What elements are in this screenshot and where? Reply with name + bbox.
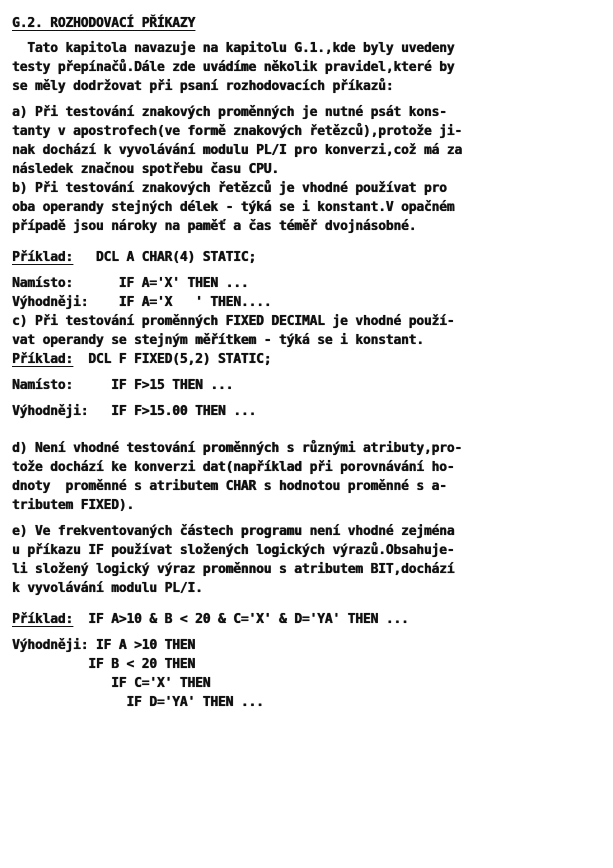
example-label: Příklad: — [12, 612, 74, 627]
example-line — [12, 402, 601, 421]
code-text: DCL F FIXED(5,2) STATIC; — [73, 352, 272, 367]
text-line: testy přepínačů.Dále zde uvádíme několik pravidel,které by — [12, 60, 455, 75]
text-line: u příkazu IF používat složených logických výrazů.Obsahuje- — [12, 543, 455, 558]
paragraph-b — [12, 179, 601, 236]
code-text: IF A>10 & B < 20 & C='X' & D='YA' THEN ... — [73, 612, 409, 627]
text-line: dnoty proměnné s atributem CHAR s hodnotou proměnné s a- — [12, 479, 447, 494]
code-line: IF B < 20 THEN — [12, 657, 196, 672]
text-line: d) Není vhodné testování proměnných s různými atributy,pro- — [12, 441, 462, 456]
text-line: a) Při testování znakových proměnných je nutné psát kons- — [12, 105, 447, 120]
page-heading — [12, 14, 601, 39]
paragraph-d — [12, 439, 601, 515]
text-line: e) Ve frekventovaných částech programu není vhodné zejména — [12, 524, 455, 539]
text-line: vat operandy se stejným měřítkem - týká se i konstant. — [12, 333, 424, 348]
instead-label: Namísto: — [12, 378, 74, 393]
code-text: DCL A CHAR(4) STATIC; — [73, 250, 257, 265]
text-line: li složený logický výraz proměnnou s atributem BIT,dochází — [12, 562, 455, 577]
example-line — [12, 293, 601, 312]
intro-paragraph — [12, 39, 601, 96]
code-line: IF D='YA' THEN ... — [12, 695, 264, 710]
example-label: Příklad: — [12, 250, 74, 265]
example-line — [12, 350, 601, 369]
better-label: Výhodněji: — [12, 404, 89, 419]
text-line: nak dochází k vyvolávání modulu PL/I pro konverzi,což má za — [12, 143, 462, 158]
text-line: tributem FIXED). — [12, 498, 135, 513]
code-text: IF A >10 THEN — [88, 638, 196, 653]
code-line: IF C='X' THEN — [12, 676, 211, 691]
instead-label: Namísto: — [12, 276, 74, 291]
example-line — [12, 376, 601, 395]
paragraph-e — [12, 522, 601, 598]
text-line: případě jsou nároky na paměť a čas téměř dvojnásobné. — [12, 219, 417, 234]
code-text: IF A='X' THEN ... — [73, 276, 249, 291]
paragraph-a — [12, 103, 601, 179]
text-line: c) Při testování proměnných FIXED DECIMAL je vhodné použí- — [12, 314, 455, 329]
example-line — [12, 248, 601, 267]
better-label: Výhodněji: — [12, 638, 89, 653]
text-line: tanty v apostrofech(ve formě znakových řetězců),protože ji- — [12, 124, 462, 139]
code-text: IF A='X ' THEN.... — [88, 295, 272, 310]
text-line: oba operandy stejných délek - týká se i konstant.V opačném — [12, 200, 455, 215]
text-line: tože dochází ke konverzi dat(například při porovnávání ho- — [12, 460, 455, 475]
text-line: se měly dodržovat při psaní rozhodovacích příkazů: — [12, 79, 394, 94]
example-2 — [12, 350, 601, 421]
text-line: Tato kapitola navazuje na kapitolu G.1.,kde byly uvedeny — [12, 41, 455, 56]
example-3 — [12, 610, 601, 712]
paragraph-c — [12, 312, 601, 350]
text-line: následek značnou spotřebu času CPU. — [12, 162, 279, 177]
code-text: IF F>15.00 THEN ... — [88, 404, 257, 419]
example-line — [12, 636, 601, 655]
example-label: Příklad: — [12, 352, 74, 367]
better-label: Výhodněji: — [12, 295, 89, 310]
example-line — [12, 274, 601, 293]
text-line: k vyvolávání modulu PL/I. — [12, 581, 203, 596]
code-text: IF F>15 THEN ... — [73, 378, 234, 393]
example-1 — [12, 248, 601, 312]
section-heading: G.2. ROZHODOVACÍ PŘÍKAZY — [12, 16, 196, 31]
example-line — [12, 610, 601, 629]
text-line: b) Při testování znakových řetězců je vhodné používat pro — [12, 181, 447, 196]
